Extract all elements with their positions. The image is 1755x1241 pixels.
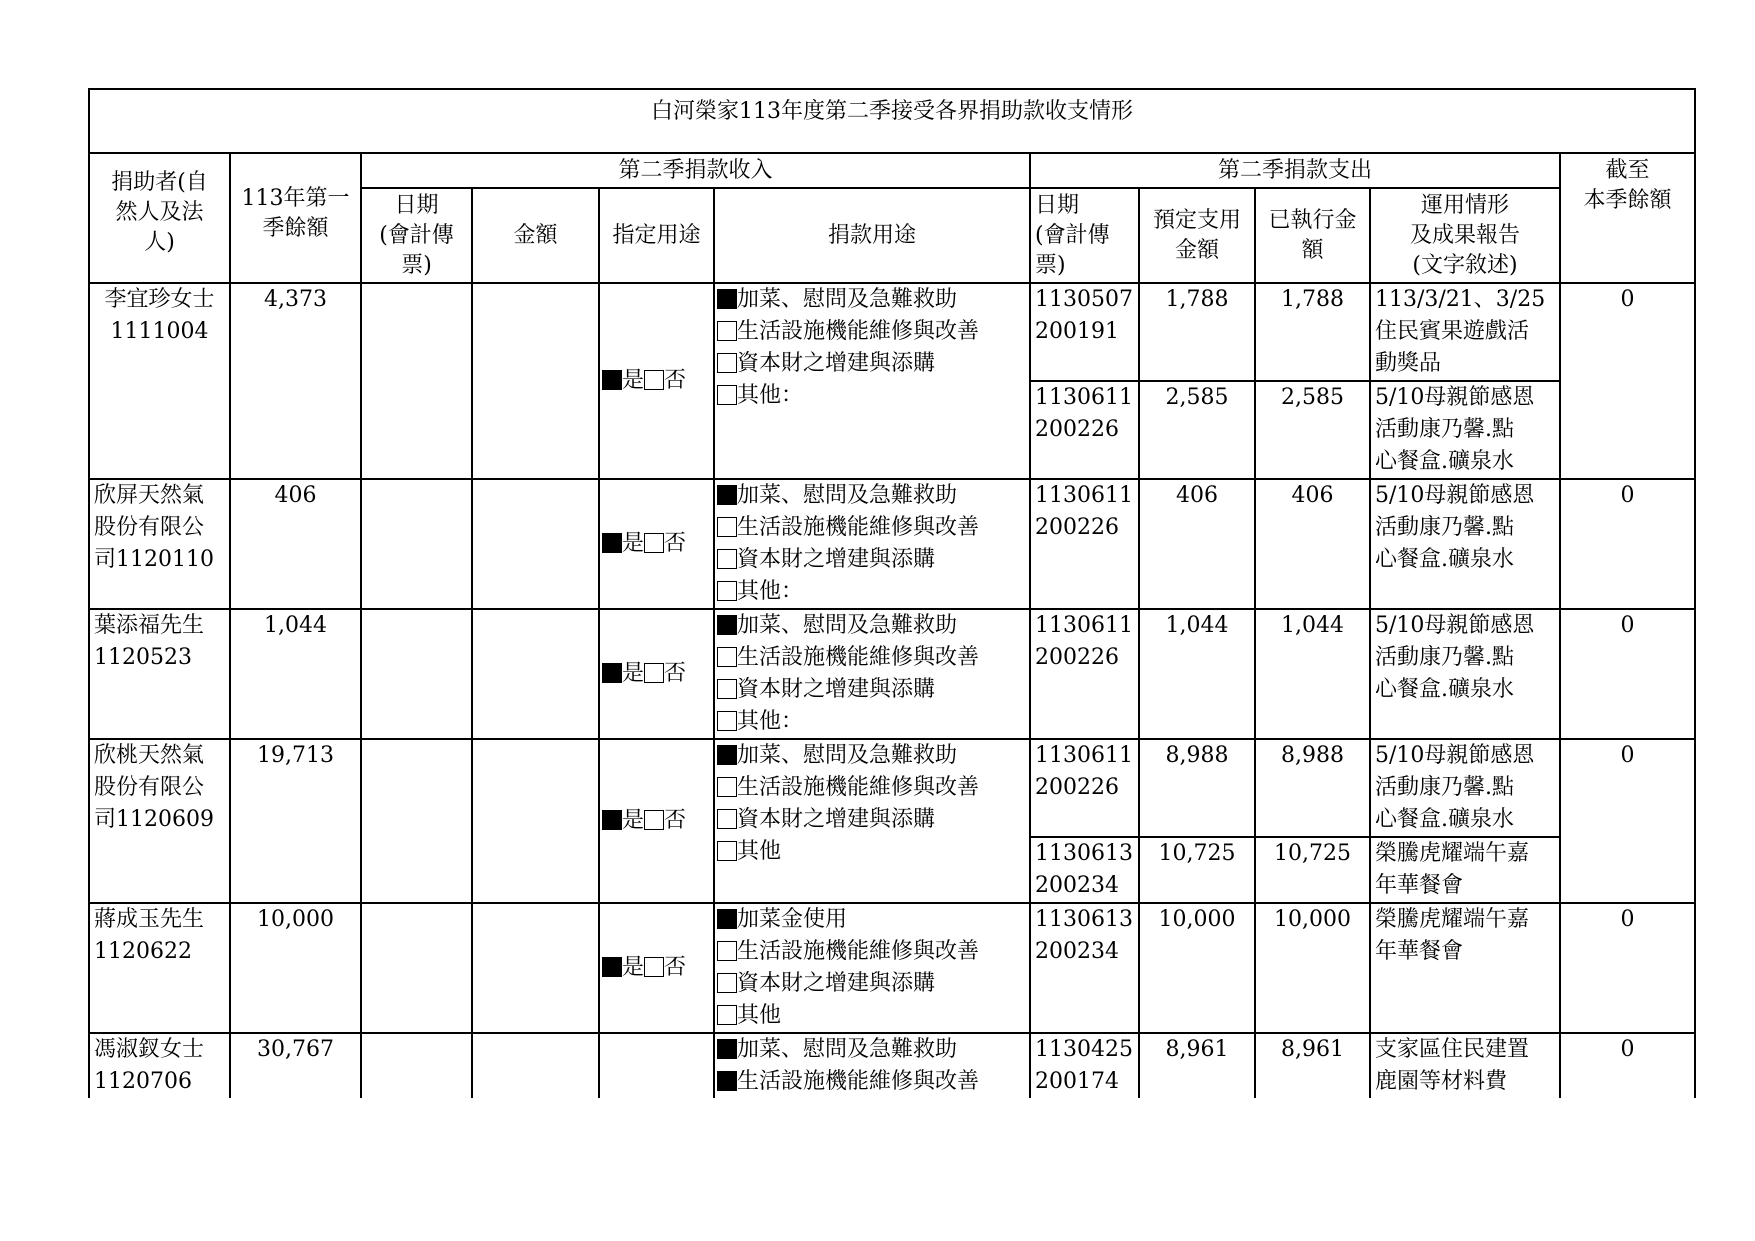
header-line: 捐助者(自: [111, 170, 208, 195]
purpose-option: [717, 904, 1025, 936]
header-line: 票): [1035, 252, 1066, 278]
donor-name-line: 蔣成玉先生: [94, 907, 205, 932]
executed-amount: 10,000: [1255, 903, 1370, 1033]
purpose-label: 其他: [737, 1003, 782, 1028]
purpose-label: 其他：: [737, 579, 804, 604]
table-row: [89, 739, 1695, 837]
designated-no-label: 否: [664, 661, 687, 686]
income-amount: [472, 903, 599, 1033]
purpose-option: [717, 348, 1025, 380]
income-amount: [472, 739, 599, 903]
purpose-label: 資本財之增建與添購: [737, 351, 936, 376]
designated-use: [599, 283, 714, 479]
usage-report: [1370, 609, 1560, 739]
end-balance: 0: [1560, 609, 1695, 739]
purpose-option: [717, 610, 1025, 642]
designated-no-label: 否: [664, 368, 687, 393]
header-line: 日期: [1035, 192, 1080, 218]
designated-use: [599, 609, 714, 739]
header-line: 然人及法: [115, 200, 204, 225]
voucher-line: 200234: [1035, 873, 1119, 898]
purpose-label: 加菜、慰問及急難救助: [737, 483, 958, 508]
purpose-label: 資本財之增建與添購: [737, 547, 936, 572]
voucher-line: 200226: [1035, 417, 1119, 442]
income-date: [361, 283, 472, 479]
empty-box-icon: [644, 810, 664, 830]
voucher-line: 1130507: [1035, 287, 1133, 312]
donation-purpose: [714, 609, 1030, 739]
checked-box-icon: [717, 1071, 737, 1091]
usage-report: [1370, 381, 1560, 479]
empty-box-icon: [717, 809, 737, 829]
expense-voucher: [1030, 381, 1139, 479]
voucher-line: 1130613: [1035, 841, 1133, 866]
purpose-label: 加菜金使用: [737, 907, 848, 932]
voucher-line: 1130613: [1035, 907, 1133, 932]
empty-box-icon: [717, 941, 737, 961]
report-line: 心餐盒.礦泉水: [1375, 547, 1514, 572]
prev-balance: 10,000: [230, 903, 361, 1033]
empty-box-icon: [644, 663, 664, 683]
income-date: [361, 479, 472, 609]
donor-name: [89, 1033, 230, 1098]
purpose-option: [717, 316, 1025, 348]
expense-voucher: [1030, 283, 1139, 381]
donor-name: [89, 609, 230, 739]
designated-use: [599, 739, 714, 903]
header-line: 金額: [1174, 237, 1219, 263]
report-line: 5/10母親節感恩: [1375, 385, 1535, 410]
report-title: 白河榮家113年度第二季接受各界捐助款收支情形: [89, 89, 1695, 153]
purpose-label: 其他: [737, 839, 782, 864]
checked-box-icon: [717, 615, 737, 635]
empty-box-icon: [717, 321, 737, 341]
table-row: [89, 479, 1695, 609]
header-prev-balance: [230, 153, 361, 283]
header-line: 及成果報告: [1409, 222, 1520, 248]
checked-box-icon: [717, 1039, 737, 1059]
designated-use: [599, 1033, 714, 1098]
purpose-option: [717, 1000, 1025, 1032]
header-planned-amount: [1139, 188, 1255, 283]
purpose-option: [717, 1066, 1025, 1098]
income-date: [361, 739, 472, 903]
prev-balance: 19,713: [230, 739, 361, 903]
empty-box-icon: [717, 353, 737, 373]
income-date: [361, 609, 472, 739]
purpose-label: 加菜、慰問及急難救助: [737, 1037, 958, 1062]
end-balance: 0: [1560, 903, 1695, 1033]
purpose-label: 生活設施機能維修與改善: [737, 775, 980, 800]
purpose-label: 其他：: [737, 709, 804, 734]
header-expense-group: 第二季捐款支出: [1030, 153, 1560, 188]
header-line: 季餘額: [262, 216, 329, 241]
designated-no-label: 否: [664, 955, 687, 980]
report-line: 心餐盒.礦泉水: [1375, 677, 1514, 702]
empty-box-icon: [644, 370, 664, 390]
purpose-label: 加菜、慰問及急難救助: [737, 743, 958, 768]
report-line: 5/10母親節感恩: [1375, 613, 1535, 638]
donor-name: [89, 479, 230, 609]
empty-box-icon: [717, 549, 737, 569]
expense-voucher: [1030, 837, 1139, 903]
header-donor: [89, 153, 230, 283]
empty-box-icon: [644, 533, 664, 553]
header-end-balance: [1560, 153, 1695, 283]
purpose-option: [717, 480, 1025, 512]
donor-name: [89, 903, 230, 1033]
report-line: 活動康乃馨.點: [1375, 645, 1514, 670]
executed-amount: 8,988: [1255, 739, 1370, 837]
income-amount: [472, 1033, 599, 1098]
donor-name-line: 1120706: [94, 1069, 192, 1094]
voucher-line: 1130611: [1035, 385, 1133, 410]
usage-report: [1370, 479, 1560, 609]
voucher-line: 1130611: [1035, 613, 1133, 638]
purpose-label: 生活設施機能維修與改善: [737, 319, 980, 344]
planned-amount: 2,585: [1139, 381, 1255, 479]
executed-amount: 406: [1255, 479, 1370, 609]
donor-name: [89, 283, 230, 479]
header-line: (會計傳: [1035, 222, 1110, 248]
empty-box-icon: [644, 957, 664, 977]
purpose-option: [717, 772, 1025, 804]
report-line: 動獎品: [1375, 351, 1442, 376]
checked-box-icon: [602, 957, 622, 977]
expense-voucher: [1030, 479, 1139, 609]
voucher-line: 200174: [1035, 1069, 1119, 1094]
empty-box-icon: [717, 973, 737, 993]
usage-report: [1370, 1033, 1560, 1098]
executed-amount: 8,961: [1255, 1033, 1370, 1098]
donor-name: [89, 739, 230, 903]
planned-amount: 1,044: [1139, 609, 1255, 739]
purpose-option: [717, 544, 1025, 576]
header-line: 預定支用: [1152, 207, 1241, 233]
expense-voucher: [1030, 903, 1139, 1033]
purpose-option: [717, 936, 1025, 968]
empty-box-icon: [717, 711, 737, 731]
designated-yes-label: 是: [622, 531, 645, 556]
purpose-label: 資本財之增建與添購: [737, 971, 936, 996]
purpose-option: [717, 740, 1025, 772]
header-income-date: [361, 188, 472, 283]
donor-name-line: 司1120110: [94, 547, 214, 572]
voucher-line: 1130611: [1035, 743, 1133, 768]
purpose-option: [717, 512, 1025, 544]
purpose-label: 資本財之增建與添購: [737, 677, 936, 702]
designated-yes-label: 是: [622, 368, 645, 393]
header-line: 人): [144, 230, 175, 255]
purpose-label: 加菜、慰問及急難救助: [737, 613, 958, 638]
table-row: [89, 1033, 1695, 1098]
purpose-option: [717, 674, 1025, 706]
donation-purpose: [714, 739, 1030, 903]
header-line: 113年第一: [241, 186, 350, 211]
empty-box-icon: [717, 517, 737, 537]
donation-report-table: [88, 88, 1696, 1098]
checked-box-icon: [602, 810, 622, 830]
voucher-line: 200234: [1035, 939, 1119, 964]
planned-amount: 8,988: [1139, 739, 1255, 837]
empty-box-icon: [717, 679, 737, 699]
purpose-option: [717, 706, 1025, 738]
donor-name-line: 股份有限公: [94, 775, 205, 800]
planned-amount: 10,000: [1139, 903, 1255, 1033]
donor-name-line: 欣桃天然氣: [94, 743, 205, 768]
designated-no-label: 否: [664, 808, 687, 833]
donation-purpose: [714, 283, 1030, 479]
purpose-option: [717, 804, 1025, 836]
purpose-label: 資本財之增建與添購: [737, 807, 936, 832]
table-row: [89, 903, 1695, 1033]
purpose-option: [717, 284, 1025, 316]
table-row: [89, 609, 1695, 739]
income-date: [361, 1033, 472, 1098]
report-line: 鹿園等材料費: [1375, 1069, 1508, 1094]
checked-box-icon: [717, 745, 737, 765]
header-purpose: 捐款用途: [714, 188, 1030, 283]
purpose-option: [717, 1034, 1025, 1066]
header-line: 額: [1301, 237, 1324, 263]
donor-name-line: 葉添福先生: [94, 613, 205, 638]
executed-amount: 10,725: [1255, 837, 1370, 903]
report-line: 5/10母親節感恩: [1375, 743, 1535, 768]
donor-name-line: 司1120609: [94, 807, 214, 832]
header-income-amount: 金額: [472, 188, 599, 283]
empty-box-icon: [717, 1005, 737, 1025]
header-line: 本季餘額: [1583, 188, 1672, 213]
designated-yes-label: 是: [622, 808, 645, 833]
empty-box-icon: [717, 841, 737, 861]
header-line: 已執行金: [1268, 207, 1357, 233]
header-line: 運用情形: [1420, 192, 1509, 218]
report-line: 5/10母親節感恩: [1375, 483, 1535, 508]
report-line: 住民賓果遊戲活: [1375, 319, 1530, 344]
voucher-line: 200226: [1035, 515, 1119, 540]
donor-name-line: 馮淑釵女士: [94, 1037, 205, 1062]
income-amount: [472, 479, 599, 609]
voucher-line: 1130425: [1035, 1037, 1133, 1062]
purpose-option: [717, 642, 1025, 674]
donor-name-line: 1111004: [110, 319, 209, 344]
planned-amount: 1,788: [1139, 283, 1255, 381]
header-line: 票): [401, 252, 432, 278]
header-line: 日期: [394, 192, 439, 218]
checked-box-icon: [717, 909, 737, 929]
designated-yes-label: 是: [622, 955, 645, 980]
executed-amount: 2,585: [1255, 381, 1370, 479]
voucher-line: 200226: [1035, 775, 1119, 800]
report-line: 活動康乃馨.點: [1375, 775, 1514, 800]
report-line: 113/3/21、3/25: [1375, 287, 1546, 312]
purpose-option: [717, 576, 1025, 608]
empty-box-icon: [717, 777, 737, 797]
purpose-label: 生活設施機能維修與改善: [737, 939, 980, 964]
usage-report: [1370, 837, 1560, 903]
prev-balance: 1,044: [230, 609, 361, 739]
report-line: 榮騰虎耀端午嘉: [1375, 841, 1530, 866]
executed-amount: 1,044: [1255, 609, 1370, 739]
purpose-option: [717, 968, 1025, 1000]
purpose-label: 生活設施機能維修與改善: [737, 645, 980, 670]
table-row: [89, 283, 1695, 381]
report-line: 心餐盒.礦泉水: [1375, 807, 1514, 832]
designated-use: [599, 479, 714, 609]
header-expense-date: [1030, 188, 1139, 283]
checked-box-icon: [602, 663, 622, 683]
income-amount: [472, 283, 599, 479]
planned-amount: 8,961: [1139, 1033, 1255, 1098]
planned-amount: 10,725: [1139, 837, 1255, 903]
header-line: 截至: [1605, 158, 1650, 183]
expense-voucher: [1030, 739, 1139, 837]
voucher-line: 1130611: [1035, 483, 1133, 508]
report-line: 心餐盒.礦泉水: [1375, 449, 1514, 474]
purpose-label: 其他：: [737, 383, 804, 408]
income-amount: [472, 609, 599, 739]
donation-purpose: [714, 903, 1030, 1033]
donor-name-line: 1120622: [94, 939, 192, 964]
report-line: 活動康乃馨.點: [1375, 417, 1514, 442]
executed-amount: 1,788: [1255, 283, 1370, 381]
income-date: [361, 903, 472, 1033]
report-line: 支家區住民建置: [1375, 1037, 1530, 1062]
designated-use: [599, 903, 714, 1033]
checked-box-icon: [717, 289, 737, 309]
header-income-group: 第二季捐款收入: [361, 153, 1030, 188]
designated-yes-label: 是: [622, 661, 645, 686]
expense-voucher: [1030, 1033, 1139, 1098]
planned-amount: 406: [1139, 479, 1255, 609]
purpose-label: 生活設施機能維修與改善: [737, 1069, 980, 1094]
purpose-label: 加菜、慰問及急難救助: [737, 287, 958, 312]
empty-box-icon: [717, 581, 737, 601]
designated-no-label: 否: [664, 531, 687, 556]
end-balance: 0: [1560, 1033, 1695, 1098]
header-designated: 指定用途: [599, 188, 714, 283]
donor-name-line: 1120523: [94, 645, 192, 670]
header-line: (文字敘述): [1412, 252, 1518, 278]
usage-report: [1370, 739, 1560, 837]
voucher-line: 200191: [1035, 319, 1119, 344]
checked-box-icon: [717, 485, 737, 505]
checked-box-icon: [602, 533, 622, 553]
header-report: [1370, 188, 1560, 283]
report-line: 活動康乃馨.點: [1375, 515, 1514, 540]
prev-balance: 30,767: [230, 1033, 361, 1098]
end-balance: 0: [1560, 479, 1695, 609]
usage-report: [1370, 903, 1560, 1033]
voucher-line: 200226: [1035, 645, 1119, 670]
report-line: 年華餐會: [1375, 939, 1464, 964]
end-balance: 0: [1560, 739, 1695, 903]
expense-voucher: [1030, 609, 1139, 739]
empty-box-icon: [717, 385, 737, 405]
purpose-option: [717, 836, 1025, 868]
end-balance: 0: [1560, 283, 1695, 479]
header-line: (會計傳: [379, 222, 454, 248]
report-line: 年華餐會: [1375, 873, 1464, 898]
donor-name-line: 欣屏天然氣: [94, 483, 205, 508]
purpose-label: 生活設施機能維修與改善: [737, 515, 980, 540]
prev-balance: 406: [230, 479, 361, 609]
donor-name-line: 股份有限公: [94, 515, 205, 540]
donor-name-line: 李宜珍女士: [104, 287, 215, 312]
donation-purpose: [714, 479, 1030, 609]
usage-report: [1370, 283, 1560, 381]
prev-balance: 4,373: [230, 283, 361, 479]
empty-box-icon: [717, 647, 737, 667]
report-line: 榮騰虎耀端午嘉: [1375, 907, 1530, 932]
purpose-option: [717, 380, 1025, 412]
checked-box-icon: [602, 370, 622, 390]
header-executed-amount: [1255, 188, 1370, 283]
donation-purpose: [714, 1033, 1030, 1098]
